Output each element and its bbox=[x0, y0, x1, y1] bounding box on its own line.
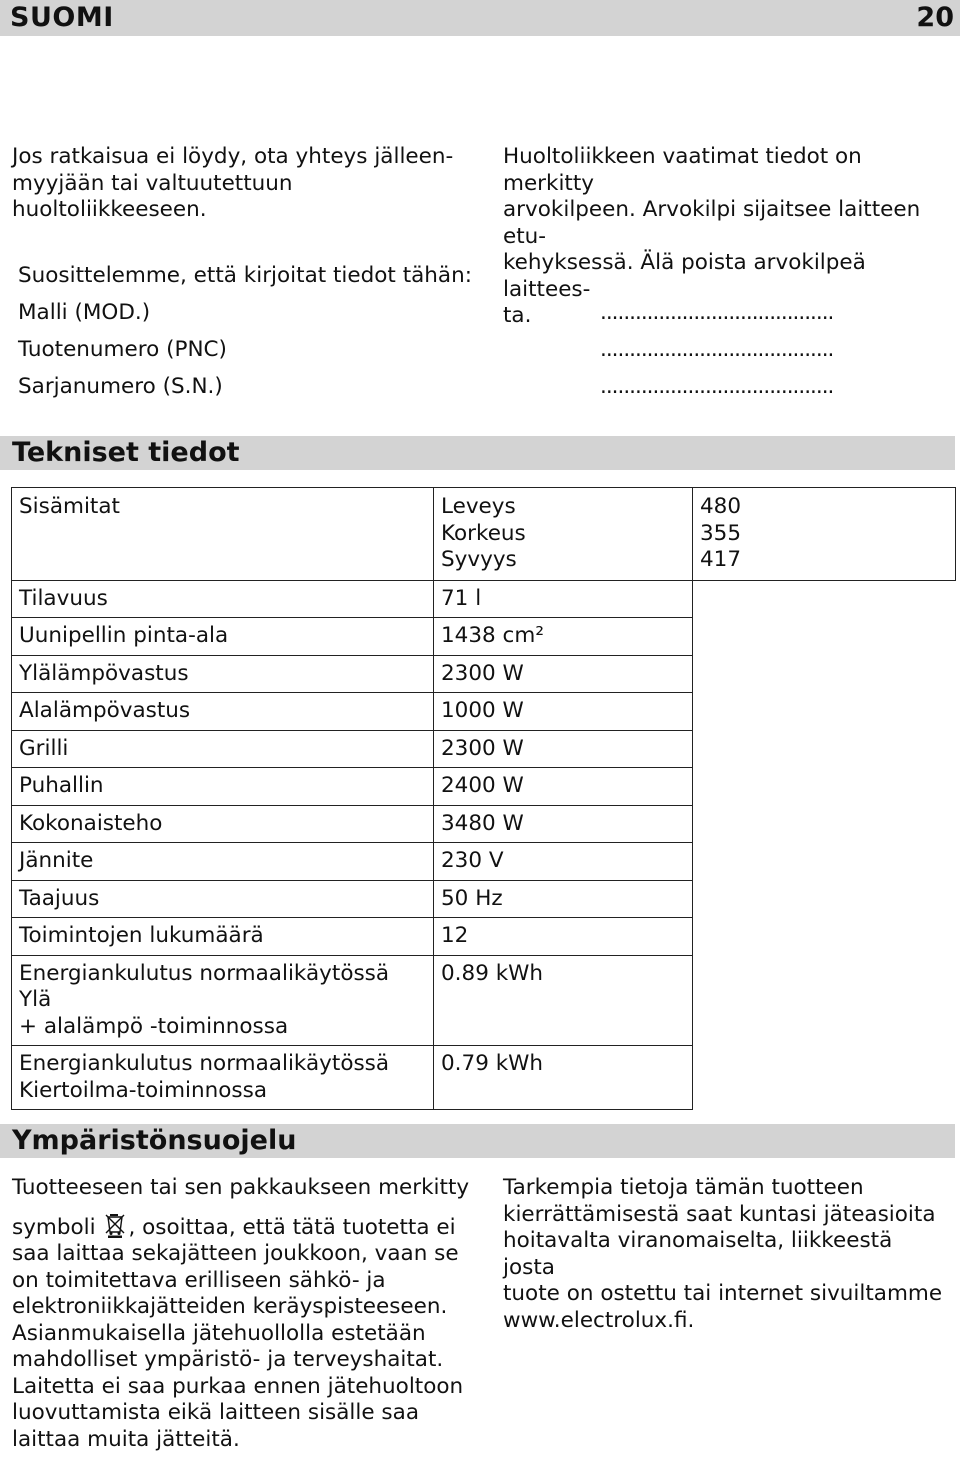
page-number: 20 bbox=[916, 2, 954, 33]
text-line: kehyksessä. Älä poista arvokilpeä laittees- bbox=[503, 250, 866, 302]
dimension-value: 355 bbox=[700, 520, 742, 546]
dimension-value: 480 bbox=[700, 494, 742, 519]
table-row bbox=[12, 955, 956, 1046]
model-label: Malli (MOD.) bbox=[18, 300, 151, 325]
spec-label: Puhallin bbox=[12, 768, 434, 806]
text-line: laittaa muita jätteitä. bbox=[12, 1426, 240, 1452]
table-row bbox=[12, 693, 956, 731]
label-line: Energiankulutus normaalikäytössä Ylä bbox=[19, 960, 390, 1012]
serial-number-label: Sarjanumero (S.N.) bbox=[18, 374, 223, 399]
text-fragment: , osoittaa, että tätä tuotetta ei bbox=[128, 1214, 456, 1240]
label-line: + alalämpö -toiminnossa bbox=[19, 1013, 289, 1039]
spec-label bbox=[12, 955, 434, 1046]
page-header bbox=[0, 0, 960, 36]
text-line: Huoltoliikkeen vaatimat tiedot on merkitty bbox=[503, 144, 862, 196]
table-row bbox=[12, 805, 956, 843]
serial-number-blank: ........................................ bbox=[600, 374, 834, 399]
environment-heading bbox=[0, 1124, 955, 1158]
technical-data-table bbox=[11, 487, 956, 1110]
text-line: Tuotteeseen tai sen pakkaukseen merkitty bbox=[12, 1175, 470, 1200]
spec-value: 50 Hz bbox=[434, 880, 693, 918]
language-label: SUOMI bbox=[10, 2, 114, 33]
table-row bbox=[12, 918, 956, 956]
dimension-name: Leveys bbox=[441, 494, 516, 519]
spec-label: Toimintojen lukumäärä bbox=[12, 918, 434, 956]
text-fragment: symboli bbox=[12, 1214, 96, 1240]
website-link[interactable]: www.electrolux.fi. bbox=[503, 1307, 695, 1333]
dimension-name: Korkeus bbox=[441, 520, 526, 546]
spec-value: 3480 W bbox=[434, 805, 693, 843]
record-intro: Suosittelemme, että kirjoitat tiedot tähän: bbox=[18, 263, 472, 288]
technical-data-heading bbox=[0, 436, 955, 470]
table-row bbox=[12, 880, 956, 918]
spec-label: Ylälämpövastus bbox=[12, 655, 434, 693]
text-line: on toimitettava erilliseen sähkö- ja bbox=[12, 1267, 386, 1293]
table-row bbox=[12, 1046, 956, 1110]
text-line: mahdolliset ympäristö- ja terveyshaitat. bbox=[12, 1347, 444, 1372]
table-row bbox=[12, 488, 956, 581]
spec-label: Alalämpövastus bbox=[12, 693, 434, 731]
text-line: tuote on ostettu tai internet sivuiltamme bbox=[503, 1281, 943, 1306]
table-row bbox=[12, 618, 956, 656]
table-row bbox=[12, 655, 956, 693]
spec-label: Jännite bbox=[12, 843, 434, 881]
spec-value: 1000 W bbox=[434, 693, 693, 731]
crossed-out-wheelie-bin-icon bbox=[104, 1212, 126, 1238]
environment-right-paragraph bbox=[503, 1175, 943, 1334]
environment-left-paragraph bbox=[12, 1175, 472, 1453]
table-row bbox=[12, 580, 956, 618]
section-title: Ympäristönsuojelu bbox=[12, 1125, 297, 1156]
spec-label bbox=[12, 1046, 434, 1110]
text-line: Tarkempia tietoja tämän tuotteen bbox=[503, 1175, 864, 1200]
spec-value: 12 bbox=[434, 918, 693, 956]
spec-label: Kokonaisteho bbox=[12, 805, 434, 843]
dimension-name: Syvyys bbox=[441, 547, 517, 572]
spec-label: Tilavuus bbox=[12, 580, 434, 618]
dimension-value: 417 bbox=[700, 547, 742, 572]
text-line: arvokilpeen. Arvokilpi sijaitsee laitteen etu- bbox=[503, 197, 921, 249]
text-line: kierrättämisestä saat kuntasi jäteasioita bbox=[503, 1201, 936, 1227]
dimension-values bbox=[693, 488, 956, 581]
label-line: Kiertoilma-toiminnossa bbox=[19, 1077, 268, 1103]
spec-value: 0.79 kWh bbox=[434, 1046, 693, 1110]
section-title: Tekniset tiedot bbox=[12, 437, 240, 468]
text-line: luovuttamista eikä laitteen sisälle saa bbox=[12, 1400, 419, 1425]
text-line: ta. bbox=[503, 303, 532, 328]
text-line: myyjään tai valtuutettuun huoltoliikkeeseen. bbox=[12, 170, 293, 222]
spec-label: Taajuus bbox=[12, 880, 434, 918]
dimension-names bbox=[434, 488, 693, 581]
text-line: hoitavalta viranomaiselta, liikkeestä josta bbox=[503, 1228, 893, 1280]
spec-value: 1438 cm² bbox=[434, 618, 693, 656]
text-line: Asianmukaisella jätehuollolla estetään bbox=[12, 1320, 426, 1346]
service-contact-paragraph bbox=[12, 144, 472, 224]
spec-label: Grilli bbox=[12, 730, 434, 768]
spec-value: 2400 W bbox=[434, 768, 693, 806]
symbol-line bbox=[12, 1212, 472, 1242]
text-line: elektroniikkajätteiden keräyspisteeseen. bbox=[12, 1294, 448, 1319]
text-line: saa laittaa sekajätteen joukkoon, vaan se bbox=[12, 1241, 459, 1266]
dimensions-label: Sisämitat bbox=[12, 488, 434, 581]
product-number-blank: ........................................ bbox=[600, 337, 834, 362]
text-line: Jos ratkaisua ei löydy, ota yhteys jälleen- bbox=[12, 144, 454, 169]
spec-value: 230 V bbox=[434, 843, 693, 881]
spec-value: 2300 W bbox=[434, 655, 693, 693]
table-row bbox=[12, 843, 956, 881]
spec-value: 0.89 kWh bbox=[434, 955, 693, 1046]
spec-value: 71 l bbox=[434, 580, 693, 618]
product-number-label: Tuotenumero (PNC) bbox=[18, 337, 227, 362]
text-line: Laitetta ei saa purkaa ennen jätehuoltoon bbox=[12, 1373, 464, 1399]
spec-label: Uunipellin pinta-ala bbox=[12, 618, 434, 656]
table-row bbox=[12, 768, 956, 806]
model-blank: ........................................ bbox=[600, 300, 834, 325]
spec-value: 2300 W bbox=[434, 730, 693, 768]
label-line: Energiankulutus normaalikäytössä bbox=[19, 1051, 390, 1076]
table-row bbox=[12, 730, 956, 768]
